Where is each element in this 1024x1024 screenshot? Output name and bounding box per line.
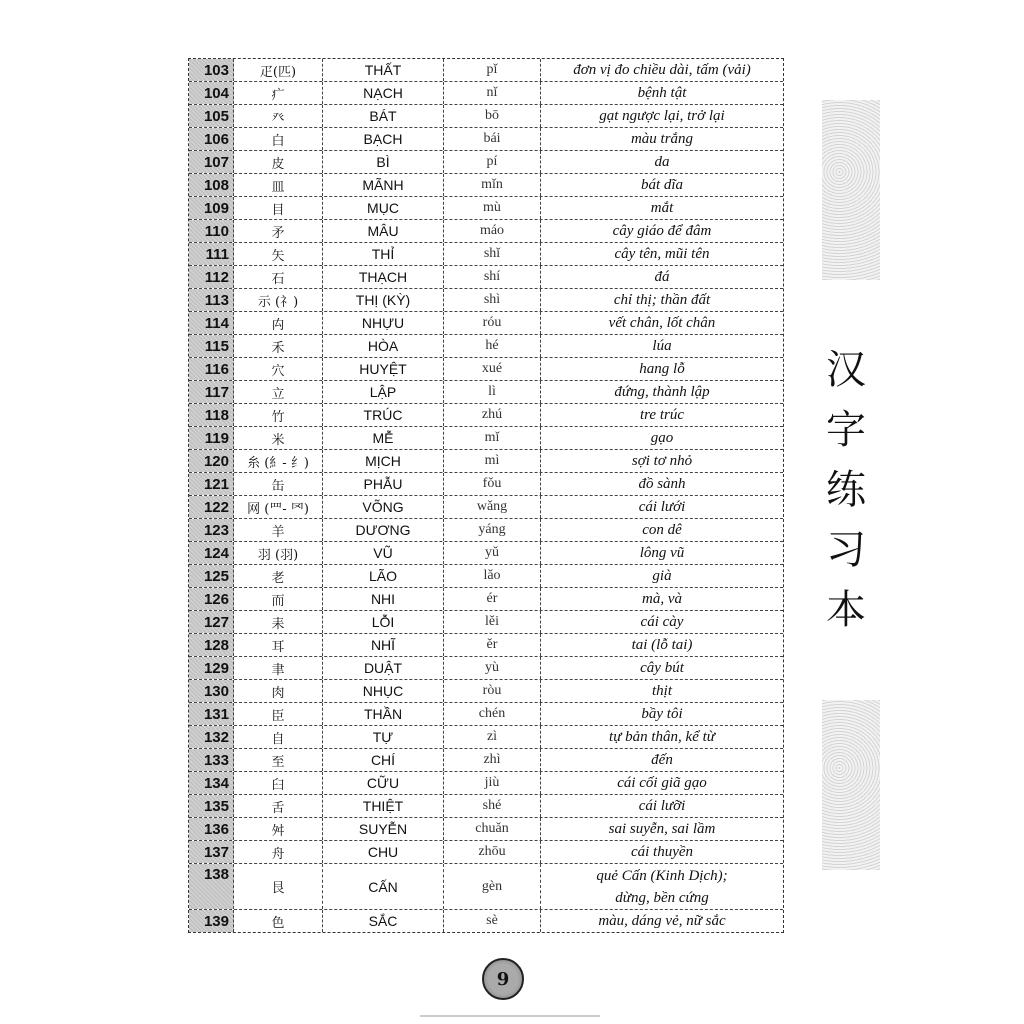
meaning-line: mà, và bbox=[642, 591, 682, 607]
row-number: 127 bbox=[189, 611, 234, 633]
sino-vietnamese-name: THẠCH bbox=[323, 266, 444, 288]
chinese-radical: 糸 (糹- 纟) bbox=[234, 450, 323, 472]
row-number: 138 bbox=[189, 864, 234, 909]
meaning bbox=[541, 634, 783, 656]
row-number: 126 bbox=[189, 588, 234, 610]
chinese-radical: 缶 bbox=[234, 473, 323, 495]
chinese-radical: 而 bbox=[234, 588, 323, 610]
meaning bbox=[541, 703, 783, 725]
meaning bbox=[541, 657, 783, 679]
pinyin: pǐ bbox=[444, 59, 541, 81]
pinyin: mǐn bbox=[444, 174, 541, 196]
meaning-line: đá bbox=[654, 269, 670, 285]
pinyin: wǎng bbox=[444, 496, 541, 518]
meaning-line: đồ sành bbox=[638, 476, 686, 492]
sino-vietnamese-name: DUẬT bbox=[323, 657, 444, 679]
table-row bbox=[189, 335, 783, 358]
chinese-radical: 自 bbox=[234, 726, 323, 748]
meaning bbox=[541, 174, 783, 196]
meaning bbox=[541, 611, 783, 633]
meaning bbox=[541, 565, 783, 587]
meaning-line: chỉ thị; thần đất bbox=[613, 292, 711, 308]
table-row bbox=[189, 151, 783, 174]
chinese-radical: 禸 bbox=[234, 312, 323, 334]
sino-vietnamese-name: CẤN bbox=[323, 864, 444, 909]
table-row bbox=[189, 358, 783, 381]
meaning bbox=[541, 864, 783, 909]
meaning-line: tự bản thân, kể từ bbox=[609, 729, 715, 745]
chinese-radical: 石 bbox=[234, 266, 323, 288]
table-row bbox=[189, 772, 783, 795]
sino-vietnamese-name: SẮC bbox=[323, 910, 444, 932]
row-number: 131 bbox=[189, 703, 234, 725]
table-row bbox=[189, 795, 783, 818]
pinyin: fǒu bbox=[444, 473, 541, 495]
sino-vietnamese-name: LỖI bbox=[323, 611, 444, 633]
meaning-line: hang lỗ bbox=[639, 361, 685, 377]
chinese-radical: 舌 bbox=[234, 795, 323, 817]
table-row bbox=[189, 749, 783, 772]
chinese-radical: 疒 bbox=[234, 82, 323, 104]
table-row bbox=[189, 128, 783, 151]
meaning-line: cây bút bbox=[640, 660, 684, 676]
meaning-line: sợi tơ nhỏ bbox=[631, 453, 693, 469]
pinyin: ěr bbox=[444, 634, 541, 656]
meaning bbox=[541, 818, 783, 840]
meaning-line: cái lưới bbox=[638, 499, 686, 515]
pinyin: shǐ bbox=[444, 243, 541, 265]
pinyin: shí bbox=[444, 266, 541, 288]
footer-line bbox=[420, 1015, 600, 1017]
table-row bbox=[189, 657, 783, 680]
row-number: 121 bbox=[189, 473, 234, 495]
pinyin: shì bbox=[444, 289, 541, 311]
pinyin: zhì bbox=[444, 749, 541, 771]
meaning-line: vết chân, lốt chân bbox=[608, 315, 716, 331]
chinese-radical: 臣 bbox=[234, 703, 323, 725]
meaning bbox=[541, 450, 783, 472]
meaning bbox=[541, 335, 783, 357]
meaning bbox=[541, 105, 783, 127]
table-row bbox=[189, 82, 783, 105]
pinyin: zì bbox=[444, 726, 541, 748]
table-row bbox=[189, 174, 783, 197]
meaning bbox=[541, 197, 783, 219]
chinese-radical: 艮 bbox=[234, 864, 323, 909]
sino-vietnamese-name: DƯƠNG bbox=[323, 519, 444, 541]
sino-vietnamese-name: VŨ bbox=[323, 542, 444, 564]
sino-vietnamese-name: CHU bbox=[323, 841, 444, 863]
sino-vietnamese-name: MÃNH bbox=[323, 174, 444, 196]
meaning bbox=[541, 726, 783, 748]
side-title-char: 汉 bbox=[826, 347, 866, 393]
meaning-line: màu trắng bbox=[630, 131, 694, 147]
meaning-line: sai suyễn, sai lầm bbox=[608, 821, 716, 837]
sino-vietnamese-name: NHĨ bbox=[323, 634, 444, 656]
chinese-radical: 白 bbox=[234, 128, 323, 150]
chinese-radical: 禾 bbox=[234, 335, 323, 357]
table-row bbox=[189, 197, 783, 220]
sino-vietnamese-name: NẠCH bbox=[323, 82, 444, 104]
meaning-line: cây giáo để đâm bbox=[612, 223, 712, 239]
sino-vietnamese-name: LÃO bbox=[323, 565, 444, 587]
meaning-line: tai (lỗ tai) bbox=[631, 637, 693, 653]
side-title-char: 练 bbox=[826, 467, 866, 513]
table-row bbox=[189, 59, 783, 82]
meaning bbox=[541, 404, 783, 426]
sino-vietnamese-name: TỰ bbox=[323, 726, 444, 748]
sino-vietnamese-name: THIỆT bbox=[323, 795, 444, 817]
pinyin: chuǎn bbox=[444, 818, 541, 840]
sino-vietnamese-name: MỄ bbox=[323, 427, 444, 449]
page-number: 9 bbox=[482, 958, 524, 1000]
meaning-line: cái cày bbox=[640, 614, 684, 630]
pinyin: ròu bbox=[444, 680, 541, 702]
chinese-radical: 皿 bbox=[234, 174, 323, 196]
meaning-line: màu, dáng vẻ, nữ sắc bbox=[598, 913, 726, 929]
row-number: 137 bbox=[189, 841, 234, 863]
row-number: 107 bbox=[189, 151, 234, 173]
table-row bbox=[189, 864, 783, 910]
table-row bbox=[189, 404, 783, 427]
chinese-radical: 米 bbox=[234, 427, 323, 449]
row-number: 128 bbox=[189, 634, 234, 656]
pinyin: xué bbox=[444, 358, 541, 380]
meaning-line: lúa bbox=[652, 338, 672, 354]
pinyin: hé bbox=[444, 335, 541, 357]
pinyin: bái bbox=[444, 128, 541, 150]
chinese-radical: 羽 (羽) bbox=[234, 542, 323, 564]
pinyin: mù bbox=[444, 197, 541, 219]
sino-vietnamese-name: HÒA bbox=[323, 335, 444, 357]
row-number: 124 bbox=[189, 542, 234, 564]
table-row bbox=[189, 680, 783, 703]
sino-vietnamese-name: BẠCH bbox=[323, 128, 444, 150]
pinyin: nǐ bbox=[444, 82, 541, 104]
table-row bbox=[189, 542, 783, 565]
pinyin: zhú bbox=[444, 404, 541, 426]
pinyin: yǔ bbox=[444, 542, 541, 564]
chinese-radical: 竹 bbox=[234, 404, 323, 426]
pinyin: chén bbox=[444, 703, 541, 725]
table-row bbox=[189, 611, 783, 634]
radicals-table bbox=[188, 58, 784, 933]
meaning bbox=[541, 519, 783, 541]
row-number: 132 bbox=[189, 726, 234, 748]
row-number: 125 bbox=[189, 565, 234, 587]
side-title-char: 字 bbox=[826, 407, 866, 453]
meaning bbox=[541, 381, 783, 403]
row-number: 117 bbox=[189, 381, 234, 403]
meaning-line: mắt bbox=[650, 200, 674, 216]
meaning-line: gạt ngược lại, trở lại bbox=[599, 108, 725, 124]
row-number: 134 bbox=[189, 772, 234, 794]
sino-vietnamese-name: MÂU bbox=[323, 220, 444, 242]
meaning-line: đơn vị đo chiều dài, tấm (vải) bbox=[573, 62, 751, 78]
meaning bbox=[541, 128, 783, 150]
chinese-radical: 聿 bbox=[234, 657, 323, 679]
meaning-line: đến bbox=[651, 752, 673, 768]
meaning-line: dừng, bền cứng bbox=[615, 889, 709, 906]
table-row bbox=[189, 450, 783, 473]
meaning-line: thịt bbox=[651, 683, 672, 699]
meaning-line: tre trúc bbox=[639, 407, 685, 423]
row-number: 118 bbox=[189, 404, 234, 426]
pinyin: lǎo bbox=[444, 565, 541, 587]
row-number: 108 bbox=[189, 174, 234, 196]
meaning-line: gạo bbox=[650, 430, 674, 446]
row-number: 120 bbox=[189, 450, 234, 472]
sino-vietnamese-name: THỈ bbox=[323, 243, 444, 265]
table-row bbox=[189, 726, 783, 749]
row-number: 135 bbox=[189, 795, 234, 817]
row-number: 115 bbox=[189, 335, 234, 357]
meaning bbox=[541, 473, 783, 495]
pinyin: mì bbox=[444, 450, 541, 472]
table-row bbox=[189, 381, 783, 404]
meaning bbox=[541, 772, 783, 794]
meaning-line: cái thuyền bbox=[630, 844, 694, 860]
table-row bbox=[189, 818, 783, 841]
meaning-line: bầy tôi bbox=[641, 706, 683, 722]
meaning bbox=[541, 358, 783, 380]
row-number: 111 bbox=[189, 243, 234, 265]
row-number: 114 bbox=[189, 312, 234, 334]
pinyin: lì bbox=[444, 381, 541, 403]
chinese-radical: 矛 bbox=[234, 220, 323, 242]
chinese-radical: 老 bbox=[234, 565, 323, 587]
chinese-radical: 立 bbox=[234, 381, 323, 403]
meaning bbox=[541, 588, 783, 610]
pinyin: róu bbox=[444, 312, 541, 334]
sino-vietnamese-name: CỮU bbox=[323, 772, 444, 794]
chinese-radical: 皮 bbox=[234, 151, 323, 173]
chinese-radical: 示 (礻) bbox=[234, 289, 323, 311]
meaning-line: đứng, thành lập bbox=[614, 384, 710, 400]
chinese-radical: 疋(匹) bbox=[234, 59, 323, 81]
pinyin: ér bbox=[444, 588, 541, 610]
meaning bbox=[541, 59, 783, 81]
meaning bbox=[541, 243, 783, 265]
meaning bbox=[541, 749, 783, 771]
meaning bbox=[541, 312, 783, 334]
chinese-radical: 癶 bbox=[234, 105, 323, 127]
pinyin: yáng bbox=[444, 519, 541, 541]
side-title-char: 本 bbox=[826, 587, 866, 633]
meaning-line: cây tên, mũi tên bbox=[614, 246, 710, 262]
table-row bbox=[189, 473, 783, 496]
decorative-band-top bbox=[822, 100, 880, 280]
sino-vietnamese-name: NHỰU bbox=[323, 312, 444, 334]
sino-vietnamese-name: MỤC bbox=[323, 197, 444, 219]
meaning bbox=[541, 289, 783, 311]
side-title bbox=[818, 340, 874, 640]
pinyin: mǐ bbox=[444, 427, 541, 449]
row-number: 104 bbox=[189, 82, 234, 104]
sino-vietnamese-name: PHẪU bbox=[323, 473, 444, 495]
row-number: 136 bbox=[189, 818, 234, 840]
meaning bbox=[541, 795, 783, 817]
pinyin: zhōu bbox=[444, 841, 541, 863]
table-row bbox=[189, 565, 783, 588]
meaning bbox=[541, 266, 783, 288]
row-number: 133 bbox=[189, 749, 234, 771]
sino-vietnamese-name: HUYỆT bbox=[323, 358, 444, 380]
chinese-radical: 羊 bbox=[234, 519, 323, 541]
meaning-line: cái lưỡi bbox=[638, 798, 686, 814]
meaning-line: da bbox=[654, 154, 670, 170]
chinese-radical: 穴 bbox=[234, 358, 323, 380]
table-row bbox=[189, 289, 783, 312]
row-number: 103 bbox=[189, 59, 234, 81]
pinyin: máo bbox=[444, 220, 541, 242]
sino-vietnamese-name: BÁT bbox=[323, 105, 444, 127]
chinese-radical: 舛 bbox=[234, 818, 323, 840]
table-row bbox=[189, 243, 783, 266]
table-row bbox=[189, 496, 783, 519]
table-row bbox=[189, 703, 783, 726]
table-row bbox=[189, 910, 783, 932]
meaning bbox=[541, 82, 783, 104]
table-row bbox=[189, 841, 783, 864]
chinese-radical: 臼 bbox=[234, 772, 323, 794]
table-row bbox=[189, 427, 783, 450]
meaning-line: lông vũ bbox=[639, 545, 685, 561]
chinese-radical: 矢 bbox=[234, 243, 323, 265]
meaning bbox=[541, 151, 783, 173]
pinyin: pí bbox=[444, 151, 541, 173]
meaning bbox=[541, 220, 783, 242]
chinese-radical: 耳 bbox=[234, 634, 323, 656]
sino-vietnamese-name: SUYỄN bbox=[323, 818, 444, 840]
table-row bbox=[189, 220, 783, 243]
table-row bbox=[189, 105, 783, 128]
row-number: 109 bbox=[189, 197, 234, 219]
meaning-line: bát dĩa bbox=[640, 177, 684, 193]
row-number: 113 bbox=[189, 289, 234, 311]
row-number: 130 bbox=[189, 680, 234, 702]
table-row bbox=[189, 519, 783, 542]
pinyin: sè bbox=[444, 910, 541, 932]
table-row bbox=[189, 266, 783, 289]
meaning-line: bệnh tật bbox=[637, 85, 687, 101]
table-row bbox=[189, 588, 783, 611]
row-number: 122 bbox=[189, 496, 234, 518]
meaning-line: quẻ Cấn (Kinh Dịch); bbox=[596, 867, 728, 884]
row-number: 129 bbox=[189, 657, 234, 679]
pinyin: bō bbox=[444, 105, 541, 127]
pinyin: gèn bbox=[444, 864, 541, 909]
pinyin: shé bbox=[444, 795, 541, 817]
chinese-radical: 至 bbox=[234, 749, 323, 771]
meaning bbox=[541, 841, 783, 863]
side-title-char: 习 bbox=[826, 527, 866, 573]
pinyin: yù bbox=[444, 657, 541, 679]
pinyin: lěi bbox=[444, 611, 541, 633]
chinese-radical: 肉 bbox=[234, 680, 323, 702]
sino-vietnamese-name: BÌ bbox=[323, 151, 444, 173]
chinese-radical: 网 (罒- 罓) bbox=[234, 496, 323, 518]
sino-vietnamese-name: THỊ (KỲ) bbox=[323, 289, 444, 311]
meaning bbox=[541, 427, 783, 449]
meaning bbox=[541, 910, 783, 932]
row-number: 112 bbox=[189, 266, 234, 288]
row-number: 116 bbox=[189, 358, 234, 380]
decorative-band-bottom bbox=[822, 700, 880, 870]
sino-vietnamese-name: THẦN bbox=[323, 703, 444, 725]
sino-vietnamese-name: NHI bbox=[323, 588, 444, 610]
chinese-radical: 目 bbox=[234, 197, 323, 219]
row-number: 139 bbox=[189, 910, 234, 932]
sino-vietnamese-name: NHỤC bbox=[323, 680, 444, 702]
meaning-line: con dê bbox=[642, 522, 682, 538]
sino-vietnamese-name: VÕNG bbox=[323, 496, 444, 518]
table-row bbox=[189, 634, 783, 657]
pinyin: jiù bbox=[444, 772, 541, 794]
meaning bbox=[541, 680, 783, 702]
meaning-line: già bbox=[652, 568, 672, 584]
sino-vietnamese-name: LẬP bbox=[323, 381, 444, 403]
sino-vietnamese-name: MỊCH bbox=[323, 450, 444, 472]
chinese-radical: 耒 bbox=[234, 611, 323, 633]
row-number: 105 bbox=[189, 105, 234, 127]
meaning bbox=[541, 496, 783, 518]
chinese-radical: 舟 bbox=[234, 841, 323, 863]
row-number: 123 bbox=[189, 519, 234, 541]
meaning bbox=[541, 542, 783, 564]
row-number: 110 bbox=[189, 220, 234, 242]
table-row bbox=[189, 312, 783, 335]
chinese-radical: 色 bbox=[234, 910, 323, 932]
row-number: 119 bbox=[189, 427, 234, 449]
sino-vietnamese-name: THẤT bbox=[323, 59, 444, 81]
sino-vietnamese-name: TRÚC bbox=[323, 404, 444, 426]
row-number: 106 bbox=[189, 128, 234, 150]
meaning-line: cái cối giã gạo bbox=[617, 775, 707, 791]
sino-vietnamese-name: CHÍ bbox=[323, 749, 444, 771]
